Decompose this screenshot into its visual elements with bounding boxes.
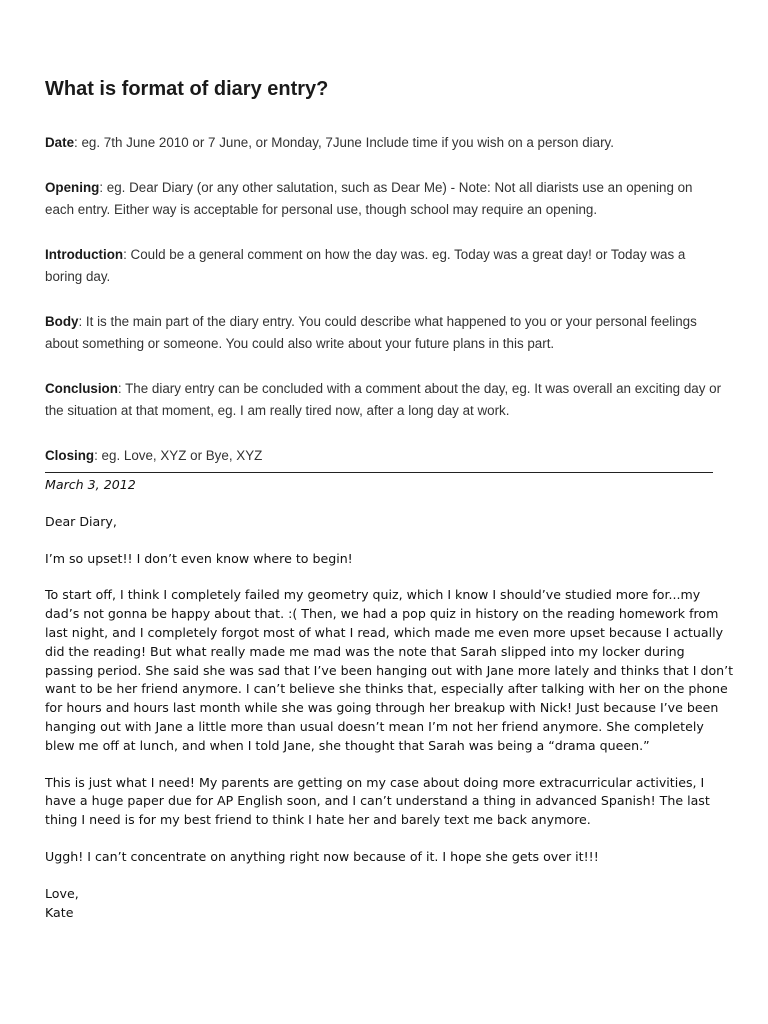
diary-salutation: Dear Diary,	[45, 513, 117, 529]
opening-text: : eg. Dear Diary (or any other salutation, such as Dear Me) - Note: Not all diarists use an opening on each entry. Either way is acceptable for personal use, though school may require an opening.	[45, 179, 693, 217]
date-text: : eg. 7th June 2010 or 7 June, or Monday, 7June Include time if you wish on a person diary.	[74, 135, 614, 150]
page-title: What is format of diary entry?	[45, 78, 329, 100]
diary-paragraph: This is just what I need! My parents are getting on my case about doing more extracurricular activities, I have a huge paper due for AP English soon, and I can’t understand a thing in advanced Spanish! The last thing I need is for my best friend to think I hate her and barely text me back anymore.	[45, 774, 710, 828]
opening-term: Opening	[45, 179, 100, 195]
closing-term: Closing	[45, 447, 95, 463]
conclusion-definition	[45, 378, 725, 423]
diary-signoff-block	[45, 885, 735, 923]
closing-text: : eg. Love, XYZ or Bye, XYZ	[94, 447, 263, 463]
diary-paragraph: Uggh! I can’t concentrate on anything right now because of it. I hope she gets over it!!!	[45, 848, 599, 864]
date-term: Date	[45, 135, 75, 150]
closing-definition	[45, 445, 725, 468]
conclusion-text: : The diary entry can be concluded with a comment about the day, eg. It was overall an exciting day or the situation at that moment, eg. I am really tired now, after a long day at work.	[45, 380, 722, 418]
diary-date: March 3, 2012	[45, 477, 136, 492]
body-definition	[45, 311, 725, 356]
introduction-text: : Could be a general comment on how the day was. eg. Today was a great day! or Today was a boring day.	[45, 246, 686, 284]
date-definition	[45, 132, 725, 155]
section-divider	[45, 472, 713, 473]
format-section	[45, 76, 725, 489]
body-term: Body	[45, 313, 79, 329]
diary-paragraph: To start off, I think I completely failed my geometry quiz, which I know I should’ve studied more for...my dad’s not gonna be happy about that. :( Then, we had a pop quiz in history on the reading homework from last night, and I completely forgot most of what I read, which made me even more upset because I actually did the reading! But what really made me mad was the note that Sarah slipped into my locker during passing period. She said she was sad that I’ve been hanging out with Jane more lately and thinks that I don’t want to be her friend anymore. I can’t believe she thinks that, especially after talking with her on the phone for hours and hours last month while she was going through her breakup with Nick! Just because I’ve been hanging out with Jane a little more than usual doesn’t mean I’m not her friend anymore. She completely blew me off at lunch, and when I told Jane, she thought that Sarah was being a “drama queen.”	[45, 587, 734, 753]
opening-definition	[45, 177, 725, 222]
introduction-definition	[45, 244, 725, 289]
introduction-term: Introduction	[45, 246, 124, 262]
conclusion-term: Conclusion	[45, 380, 118, 396]
diary-entry	[45, 476, 735, 922]
diary-paragraph: I’m so upset!! I don’t even know where to begin!	[45, 550, 353, 566]
diary-signoff: Love,	[45, 885, 79, 901]
body-text: : It is the main part of the diary entry. You could describe what happened to you or your personal feelings about something or someone. You could also write about your future plans in this part.	[45, 313, 697, 351]
diary-signature: Kate	[45, 904, 74, 920]
